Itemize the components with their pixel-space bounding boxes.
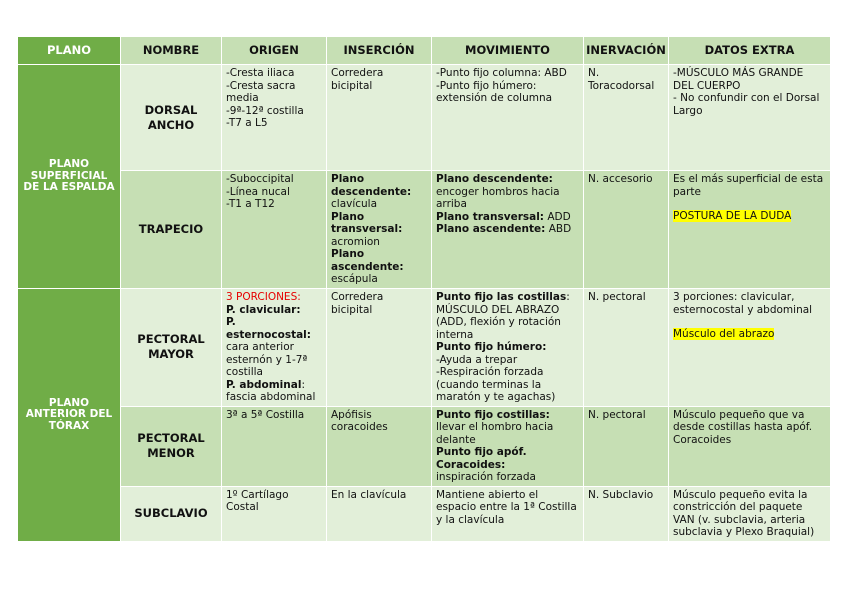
header-movimiento: MOVIMIENTO	[432, 37, 584, 65]
datos-extra-cell	[669, 486, 831, 541]
movimiento-line: Mantiene abierto el espacio entre la 1ª Costilla y la clavícula	[436, 488, 577, 526]
movimiento-bold-label: Plano ascendente:	[436, 223, 546, 235]
origen-cell	[222, 289, 327, 407]
datos-extra-cell	[669, 289, 831, 407]
insercion-text: clavícula	[331, 198, 378, 210]
datos-line: Músculo pequeño evita la constricción del paquete VAN (v. subclavia, arteria subclavia y Plexo Braquial)	[673, 488, 815, 538]
movimiento-text: : MÚSCULO DEL ABRAZO (ADD, flexión y rotación interna	[436, 291, 570, 341]
origen-text: : fascia abdominal	[226, 378, 316, 403]
origen-cell	[222, 171, 327, 289]
insercion-bold-label: Plano descendente:	[331, 173, 412, 198]
movimiento-text: ADD	[547, 210, 571, 223]
datos-line: Músculo pequeño que va desde costillas hasta apóf. Coracoides	[673, 408, 813, 446]
origen-line: -Cresta iliaca	[226, 67, 295, 79]
datos-extra-cell	[669, 65, 831, 171]
table-row	[18, 65, 831, 171]
movimiento-line: -Punto fijo columna: ABD	[436, 67, 567, 79]
origen-line: -Línea nucal	[226, 185, 290, 198]
nombre-cell: TRAPECIO	[121, 171, 222, 289]
insercion-line: Apófisis coracoides	[331, 408, 388, 433]
insercion-cell	[327, 65, 432, 171]
nombre-cell: PECTORAL MAYOR	[121, 289, 222, 407]
header-nombre: NOMBRE	[121, 37, 222, 65]
origen-bold-label: P. clavicular:	[226, 303, 301, 316]
origen-line: -9ª-12ª costilla	[226, 104, 304, 117]
insercion-cell	[327, 486, 432, 541]
insercion-bold-label: Plano transversal:	[331, 210, 403, 235]
movimiento-text: encoger hombros hacia arriba	[436, 185, 560, 210]
inervacion-cell: N. Subclavio	[584, 486, 669, 541]
movimiento-text: -Respiración forzada (cuando terminas la maratón y te agachas)	[436, 366, 556, 403]
table-row	[18, 486, 831, 541]
inervacion-cell: N. accesorio	[584, 171, 669, 289]
movimiento-bold-label: Punto fijo costillas:	[436, 408, 550, 421]
origen-line: -T1 a T12	[226, 198, 275, 210]
datos-extra-cell	[669, 406, 831, 486]
inervacion-cell: N. pectoral	[584, 406, 669, 486]
origen-bold-label: P. abdominal	[226, 378, 302, 391]
movimiento-line: -Punto fijo húmero: extensión de columna	[436, 79, 553, 104]
nombre-cell: DORSAL ANCHO	[121, 65, 222, 171]
movimiento-text: ABD	[548, 223, 572, 235]
header-inervacion: INERVACIÓN	[584, 37, 669, 65]
origen-line: 1º Cartílago Costal	[226, 488, 289, 513]
origen-bold-label: P. esternocostal:	[226, 316, 311, 341]
movimiento-text: inspiración forzada	[436, 471, 536, 483]
origen-cell	[222, 406, 327, 486]
insercion-cell	[327, 289, 432, 407]
inervacion-cell: N. pectoral	[584, 289, 669, 407]
origen-red-heading: 3 PORCIONES:	[226, 291, 301, 303]
movimiento-bold-label: Plano descendente:	[436, 173, 553, 185]
header-insercion: INSERCIÓN	[327, 37, 432, 65]
header-datos-extra: DATOS EXTRA	[669, 37, 831, 65]
origen-line: 3ª a 5ª Costilla	[226, 408, 305, 421]
datos-line: 3 porciones: clavicular, esternocostal y abdominal	[673, 291, 813, 316]
movimiento-bold-label: Punto fijo húmero:	[436, 341, 547, 353]
insercion-cell	[327, 406, 432, 486]
movimiento-cell	[432, 65, 584, 171]
datos-highlight: Músculo del abrazo	[673, 328, 775, 340]
plano-cell: PLANO ANTERIOR DEL TÓRAX	[18, 289, 121, 542]
nombre-cell: PECTORAL MENOR	[121, 406, 222, 486]
insercion-cell	[327, 171, 432, 289]
insercion-line: Corredera bicipital	[331, 291, 384, 316]
header-plano: PLANO	[18, 37, 121, 65]
movimiento-bold-label: Punto fijo las costillas	[436, 291, 567, 303]
nombre-cell: SUBCLAVIO	[121, 486, 222, 541]
origen-line: -T7 a L5	[226, 117, 268, 129]
origen-line: -Cresta sacra media	[226, 79, 296, 104]
inervacion-cell: N. Toracodorsal	[584, 65, 669, 171]
movimiento-cell	[432, 171, 584, 289]
origen-line: -Suboccipital	[226, 173, 294, 185]
datos-line: Es el más superficial de esta parte	[673, 173, 824, 198]
insercion-bold-label: Plano ascendente:	[331, 248, 404, 273]
datos-extra-cell	[669, 171, 831, 289]
insercion-text: acromion	[331, 235, 380, 248]
insercion-text: escápula	[331, 273, 378, 285]
muscle-table	[17, 36, 831, 542]
datos-line: -MÚSCULO MÁS GRANDE DEL CUERPO	[673, 67, 804, 92]
origen-cell	[222, 486, 327, 541]
datos-line: - No confundir con el Dorsal Largo	[673, 92, 820, 117]
movimiento-cell	[432, 486, 584, 541]
movimiento-text: -Ayuda a trepar	[436, 353, 518, 366]
insercion-line: En la clavícula	[331, 488, 407, 501]
insercion-line: Corredera bicipital	[331, 67, 384, 92]
header-origen: ORIGEN	[222, 37, 327, 65]
movimiento-cell	[432, 289, 584, 407]
movimiento-bold-label: Plano transversal:	[436, 210, 545, 223]
table-row	[18, 406, 831, 486]
table-row	[18, 171, 831, 289]
datos-highlight: POSTURA DE LA DUDA	[673, 210, 792, 222]
origen-cell	[222, 65, 327, 171]
plano-cell: PLANO SUPERFICIAL DE LA ESPALDA	[18, 65, 121, 289]
header-row	[18, 37, 831, 65]
movimiento-cell	[432, 406, 584, 486]
movimiento-bold-label: Punto fijo apóf. Coracoides:	[436, 446, 527, 471]
origen-text: cara anterior esternón y 1-7ª costilla	[226, 341, 308, 378]
movimiento-text: llevar el hombro hacia delante	[436, 421, 554, 446]
table-row	[18, 289, 831, 407]
